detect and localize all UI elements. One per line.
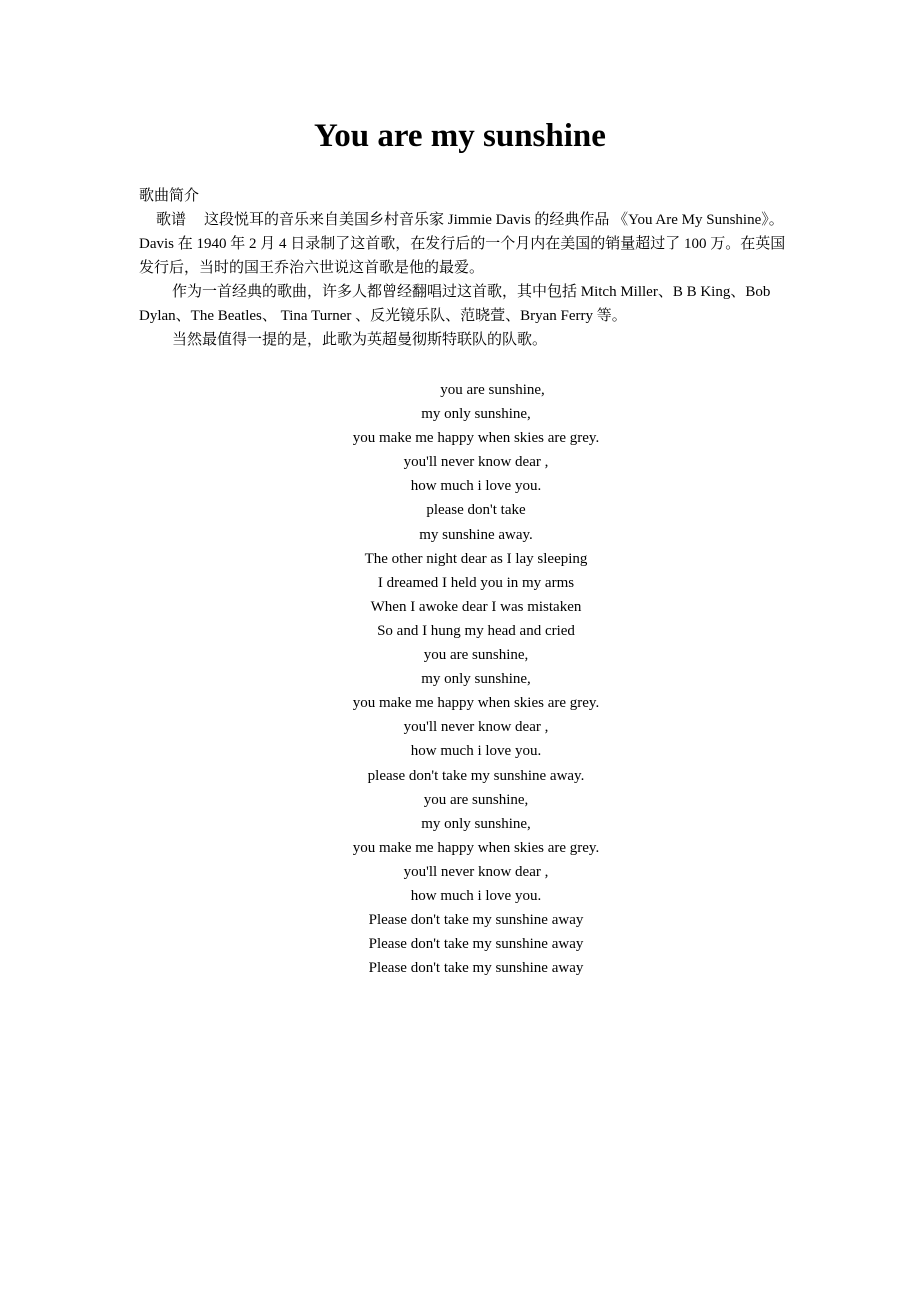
lyric-line: my sunshine away.	[419, 526, 533, 543]
song-intro	[139, 184, 789, 352]
page-title: You are my sunshine	[314, 118, 606, 154]
lyric-line: you'll never know dear ,	[403, 719, 549, 736]
lyrics-block	[0, 378, 920, 980]
lyric-line: So and I hung my head and cried	[377, 622, 575, 639]
lyric-line: The other night dear as I lay sleeping	[364, 550, 588, 567]
intro-label: 歌谱	[156, 212, 187, 228]
lyric-line: you make me happy when skies are grey.	[352, 839, 600, 856]
lyric-line: you'll never know dear ,	[403, 454, 549, 471]
lyric-line: Please don't take my sunshine away	[368, 912, 584, 929]
intro-paragraph-1	[139, 208, 789, 280]
lyric-line: you make me happy when skies are grey.	[352, 430, 600, 447]
lyric-line: how much i love you.	[410, 743, 542, 760]
intro-paragraph-1-text: 这段悦耳的音乐来自美国乡村音乐家 Jimmie Davis 的经典作品 《You Are My Sunshine》。Davis 在 1940 年 2 月 4 日录制了这首歌，在发行后的一个月内在美国的销量超过了 100 万。在英国发行后，当时的国王乔治六世说这首歌是他的最爱。	[139, 212, 786, 276]
lyric-line: I dreamed I held you in my arms	[377, 574, 575, 591]
lyric-line: you are sunshine,	[440, 382, 545, 398]
lyric-line: you'll never know dear ,	[403, 863, 549, 880]
lyric-line: please don't take	[426, 502, 526, 519]
intro-heading: 歌曲简介	[139, 188, 200, 204]
lyric-line: my only sunshine,	[421, 406, 531, 423]
intro-paragraph-3: 当然最值得一提的是，此歌为英超曼彻斯特联队的队歌。	[172, 332, 548, 348]
lyric-line: my only sunshine,	[421, 671, 531, 688]
lyric-line: you make me happy when skies are grey.	[352, 695, 600, 712]
lyric-line: how much i love you.	[410, 478, 542, 495]
lyric-line: Please don't take my sunshine away	[368, 960, 584, 977]
lyric-line: When I awoke dear I was mistaken	[370, 598, 582, 615]
lyric-line: please don't take my sunshine away.	[367, 767, 585, 784]
intro-paragraph-2: 作为一首经典的歌曲，许多人都曾经翻唱过这首歌，其中包括 Mitch Miller、B B King、Bob Dylan、The Beatles、 Tina Turner 、反光镜乐队、范晓萱、Bryan Ferry 等。	[139, 284, 771, 324]
lyric-line: you are sunshine,	[423, 791, 529, 808]
lyric-line: how much i love you.	[410, 887, 542, 904]
lyric-line: Please don't take my sunshine away	[368, 936, 584, 953]
lyric-line: my only sunshine,	[421, 815, 531, 832]
lyric-line: you are sunshine,	[423, 647, 529, 664]
